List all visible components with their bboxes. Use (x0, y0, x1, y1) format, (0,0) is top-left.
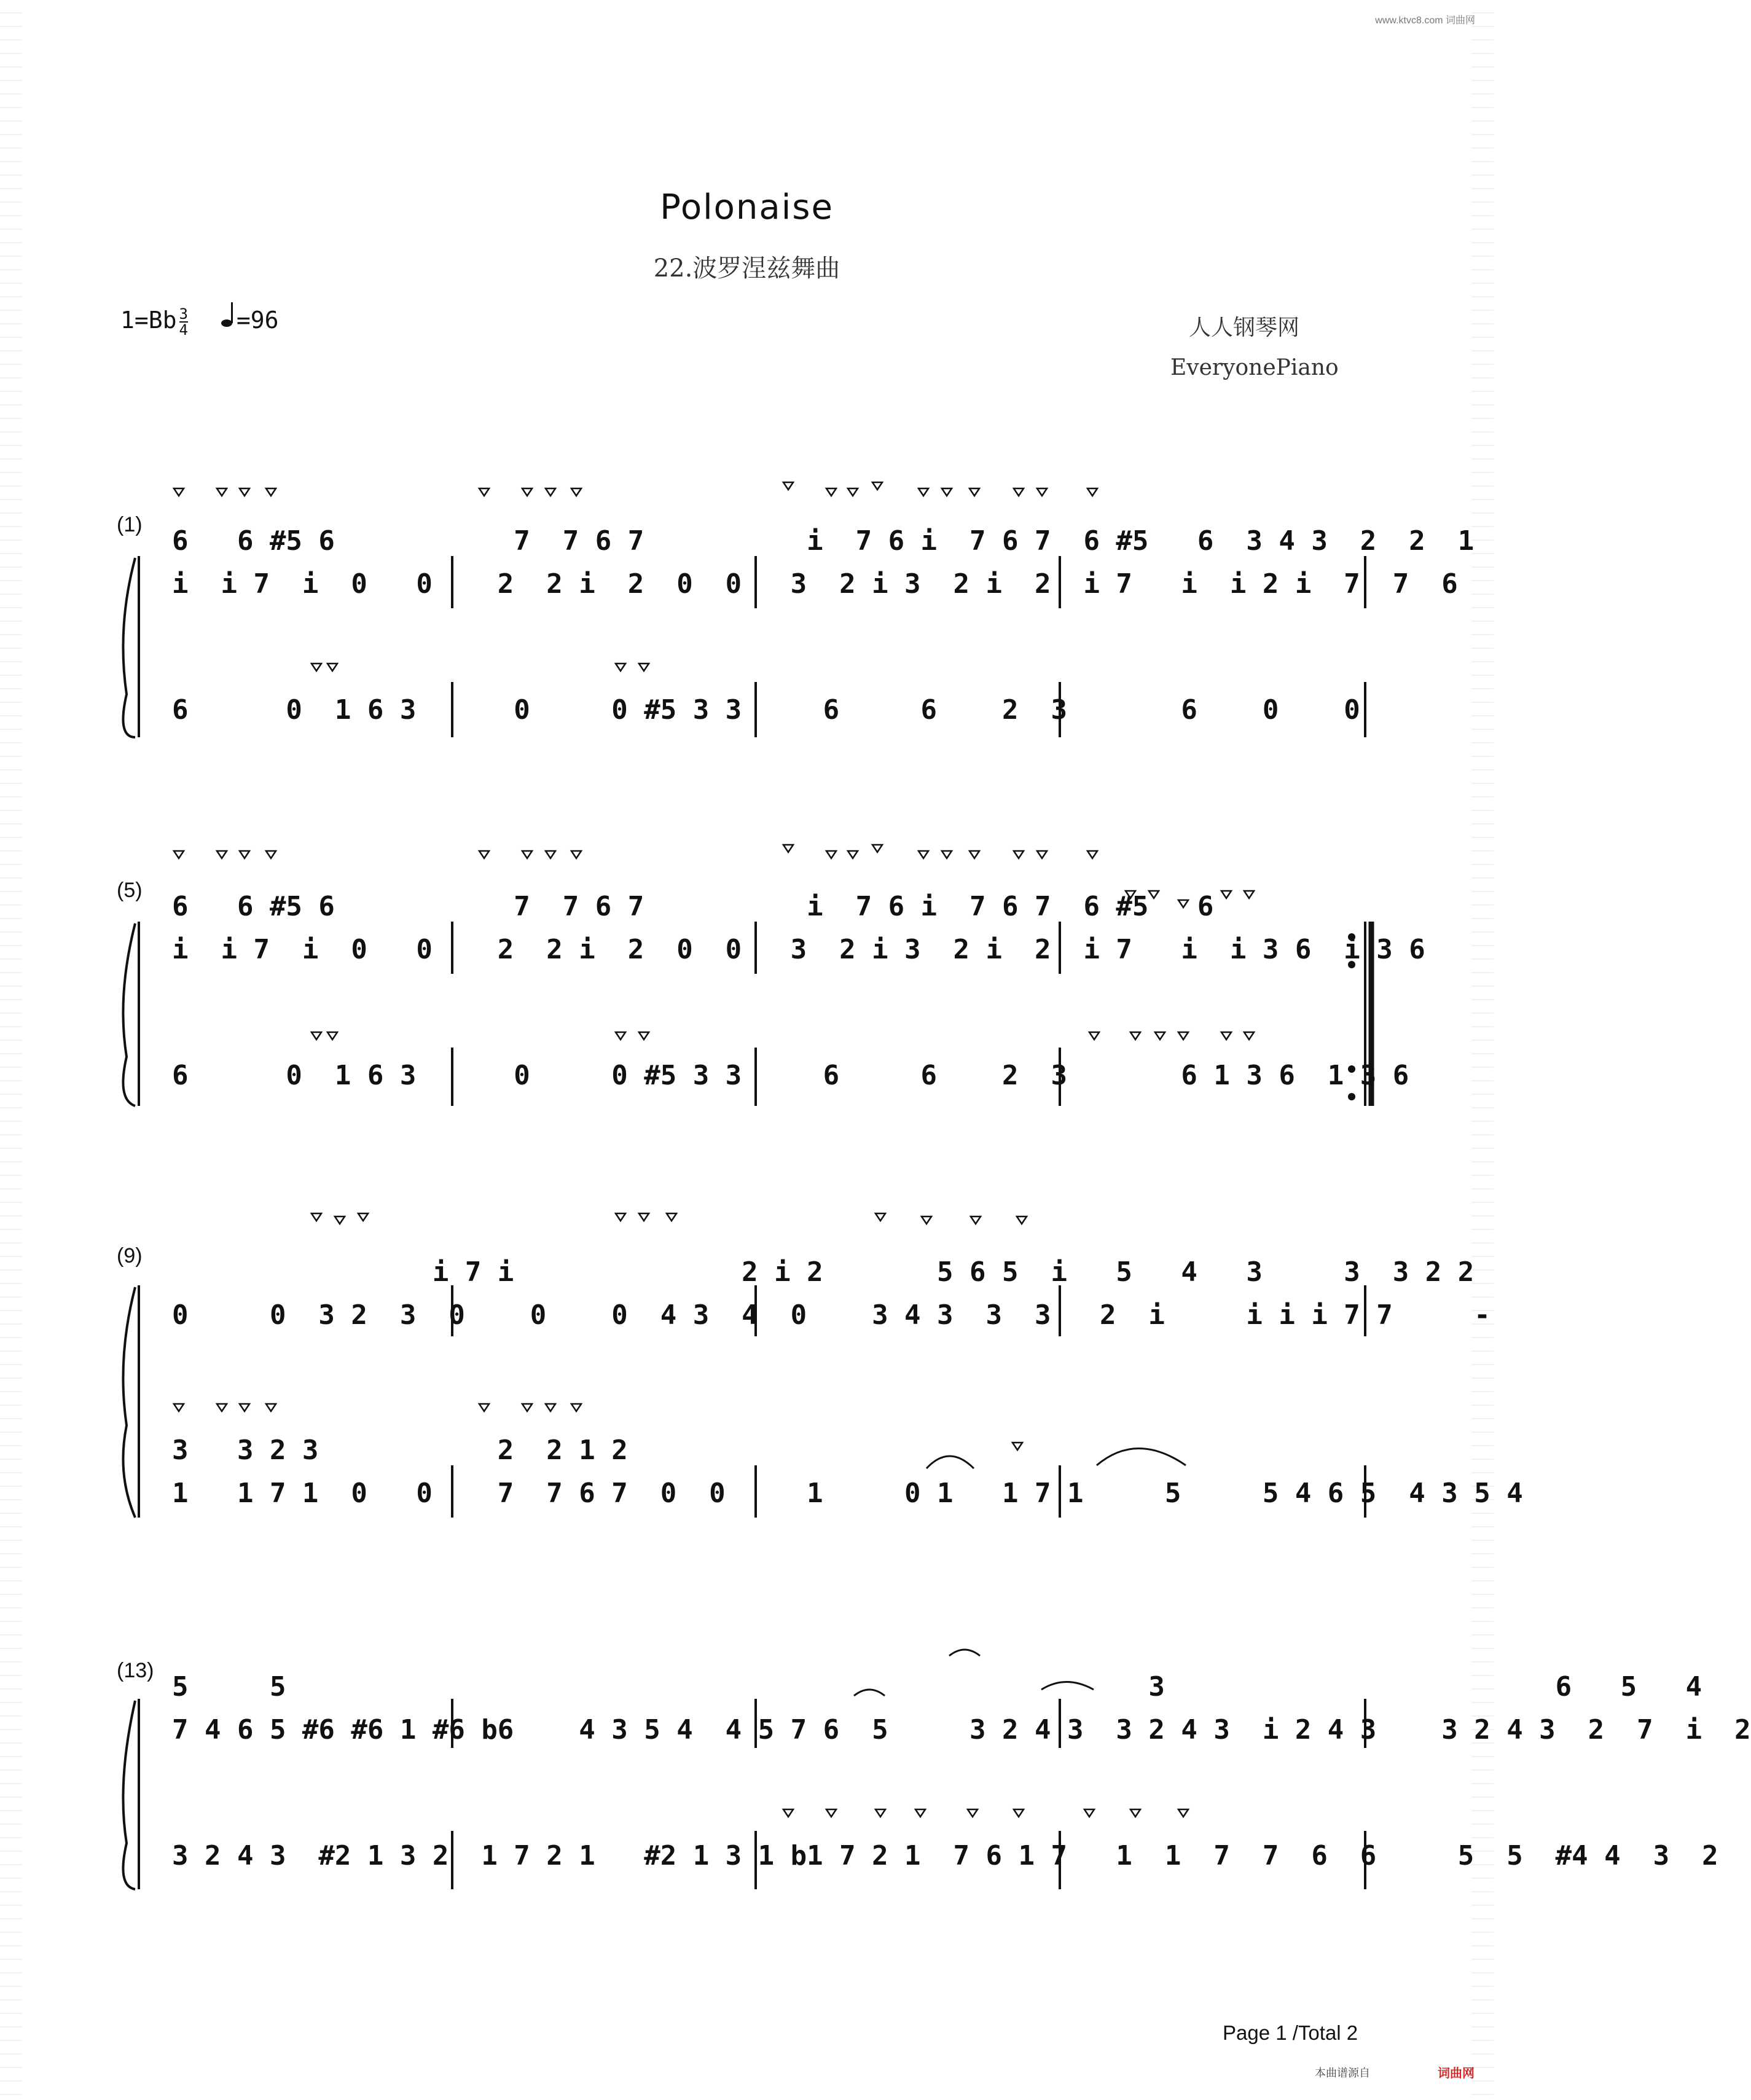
score-title: Polonaise (660, 187, 834, 227)
measure-number-5: (5) (117, 879, 143, 902)
credit-en: EveryonePiano (1170, 355, 1339, 380)
system-3-lower: 1 1 7 1 0 0 7 7 6 7 0 0 1 0 1 1 7 1 5 5 4 6 5 4 3 5 4 (172, 1478, 1523, 1509)
page-number: Page 1 /Total 2 (1223, 2021, 1358, 2044)
time-signature-bottom: 4 (179, 321, 188, 339)
system-3-upper-top: i 7 i 2 i 2 5 6 5 i 5 4 3 3 3 2 2 (172, 1256, 1475, 1288)
measure-number-1: (1) (117, 513, 143, 536)
system-1-upper: i i 7 i 0 0 2 2 i 2 0 0 3 2 i 3 2 i 2 i 7 i i 2 i 7 7 6 (172, 568, 1458, 600)
system-3-upper: 0 0 3 2 3 0 0 0 4 3 4 0 3 4 3 3 3 2 i i i i 7 7 - (172, 1299, 1491, 1331)
tempo-value: =96 (236, 307, 279, 334)
system-4-lower: 3 2 4 3 #2 1 3 2 1 7 2 1 #2 1 3 1 b1 7 2 1 7 6 1 7 1 1 7 7 6 6 5 5 #4 4 3 2 (172, 1840, 1718, 1871)
score-subtitle: 22.波罗涅兹舞曲 (653, 254, 840, 283)
system-3-lower-top: 3 3 2 3 2 2 1 2 (172, 1435, 628, 1466)
measure-number-9: (9) (117, 1244, 143, 1267)
system-4-upper: 7 4 6 5 #6 #6 1 #6 b6 4 3 5 4 4 5 7 6 5 3 2 4 3 3 2 4 3 i 2 4 3 3 2 4 3 2 7 i 2 (172, 1714, 1751, 1745)
system-1-lower: 6 0 1 6 3 0 0 #5 3 3 6 6 2 3 6 0 0 (172, 694, 1360, 726)
footer-site-logo[interactable]: 词曲网 (1438, 2067, 1475, 2080)
time-signature-top: 3 (179, 305, 188, 323)
system-2-upper-top: 6 6 #5 6 7 7 6 7 i 7 6 i 7 6 7 6 #5 6 (172, 891, 1214, 922)
credit-cn: 人人钢琴网 (1189, 315, 1300, 340)
system-1-upper-top: 6 6 #5 6 7 7 6 7 i 7 6 i 7 6 7 6 #5 6 3 4 3 2 2 1 (172, 525, 1475, 557)
header-site-label: www.ktvc8.com 词曲网 (1375, 15, 1475, 26)
key-signature: 1=Bb (120, 307, 177, 334)
system-2-upper: i i 7 i 0 0 2 2 i 2 0 0 3 2 i 3 2 i 2 i 7 i i 3 6 i 3 6 (172, 934, 1425, 965)
system-2-lower: 6 0 1 6 3 0 0 #5 3 3 6 6 2 3 6 1 3 6 1 3 6 (172, 1060, 1409, 1091)
measure-number-13: (13) (117, 1659, 154, 1682)
system-4-upper-top: 5 5 3 6 5 4 (172, 1671, 1702, 1702)
system-brace-1 (123, 558, 135, 737)
footer-source-label: 本曲谱源自 (1315, 2067, 1370, 2079)
